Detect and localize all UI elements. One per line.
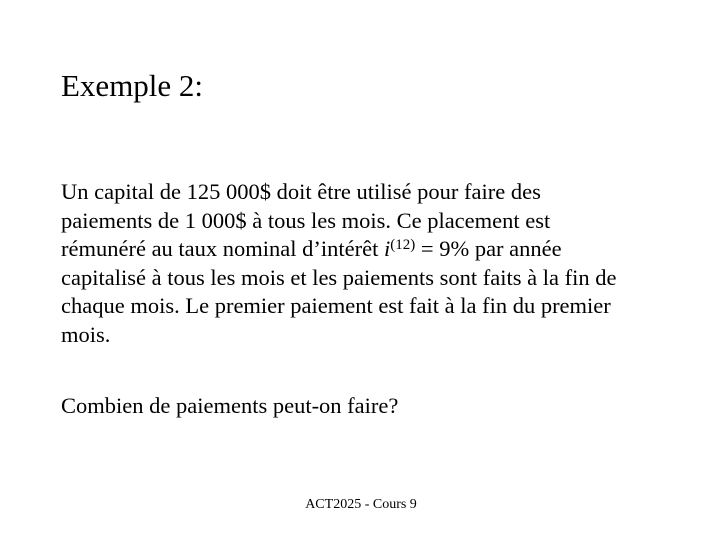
line-3-text-before: rémunéré au taux nominal d’intérêt	[61, 236, 384, 261]
paragraph-line-6: mois.	[61, 321, 111, 347]
footer	[0, 496, 720, 514]
problem-paragraph	[61, 178, 661, 349]
problem-statement	[61, 178, 661, 349]
paragraph-line-3	[61, 235, 661, 264]
question-text: Combien de paiements peut-on faire?	[61, 393, 399, 418]
interest-rate-superscript: (12)	[390, 237, 416, 253]
slide-title: Exemple 2:	[61, 68, 204, 103]
line-3-text-after: = 9% par année	[415, 236, 562, 261]
paragraph-line-5: chaque mois. Le premier paiement est fait à la fin du premier	[61, 293, 611, 318]
paragraph-line-4: capitalisé à tous les mois et les paiements sont faits à la fin de	[61, 264, 617, 290]
paragraph-line-2: paiements de 1 000$ à tous les mois. Ce placement est	[61, 207, 551, 233]
footer-course-label: ACT2025 - Cours 9	[305, 497, 417, 512]
interest-rate-variable: i	[384, 236, 391, 261]
paragraph-line-1: Un capital de 125 000$ doit être utilisé pour faire des	[61, 179, 541, 204]
